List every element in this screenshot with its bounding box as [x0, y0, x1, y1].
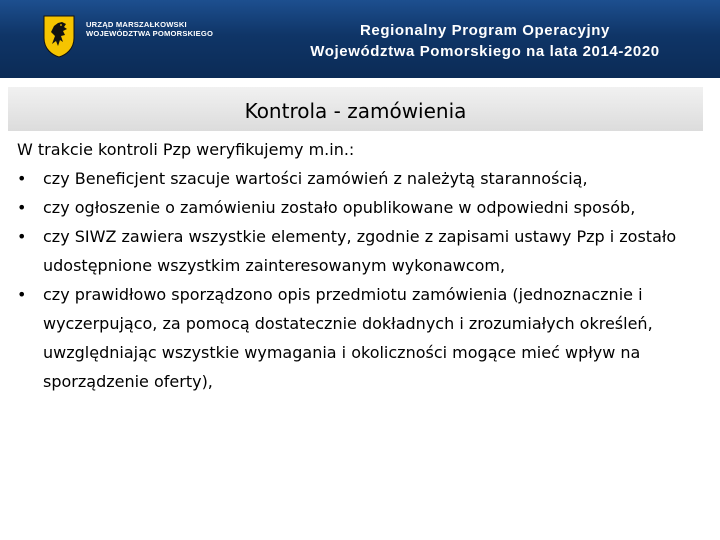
office-name [86, 20, 213, 38]
bullet-icon: • [17, 198, 27, 217]
bullet-item [17, 193, 707, 222]
slide-title-bar [8, 87, 703, 131]
office-name-line1: URZĄD MARSZAŁKOWSKI [86, 20, 187, 29]
bullet-icon: • [17, 169, 27, 188]
bullet-item [17, 164, 707, 193]
bullet-item [17, 222, 707, 280]
bullet-icon: • [17, 285, 27, 304]
program-name [250, 20, 720, 62]
bullet-list [17, 164, 707, 396]
slide-title: Kontrola - zamówienia [244, 99, 467, 123]
program-name-line1: Regionalny Program Operacyjny [360, 22, 610, 39]
bullet-item [17, 280, 707, 396]
lead-text: W trakcie kontroli Pzp weryfikujemy m.in.: [17, 140, 355, 159]
office-name-line2: WOJEWÓDZTWA POMORSKIEGO [86, 29, 214, 38]
griffin-coat-of-arms-icon [42, 14, 76, 58]
bullet-text: czy ogłoszenie o zamówieniu zostało opublikowane w odpowiedni sposób, [43, 198, 636, 217]
bullet-text: czy Beneficjent szacuje wartości zamówień z należytą starannością, [43, 169, 588, 188]
slide-content [17, 135, 707, 396]
bullet-text: czy prawidłowo sporządzono opis przedmiotu zamówienia (jednoznacznie i wyczerpująco, za pomocą dostatecznie dokładnych i zrozumiałych określeń, uwzględniając wszystkie wymagania i okoliczności mogące mieć wpływ na sporządzenie oferty), [43, 285, 653, 391]
header-banner [0, 0, 720, 78]
bullet-text: czy SIWZ zawiera wszystkie elementy, zgodnie z zapisami ustawy Pzp i zostało udostępnione wszystkim zainteresowanym wykonawcom, [43, 227, 677, 275]
bullet-icon: • [17, 227, 27, 246]
program-name-line2: Województwa Pomorskiego na lata 2014-2020 [310, 43, 660, 60]
